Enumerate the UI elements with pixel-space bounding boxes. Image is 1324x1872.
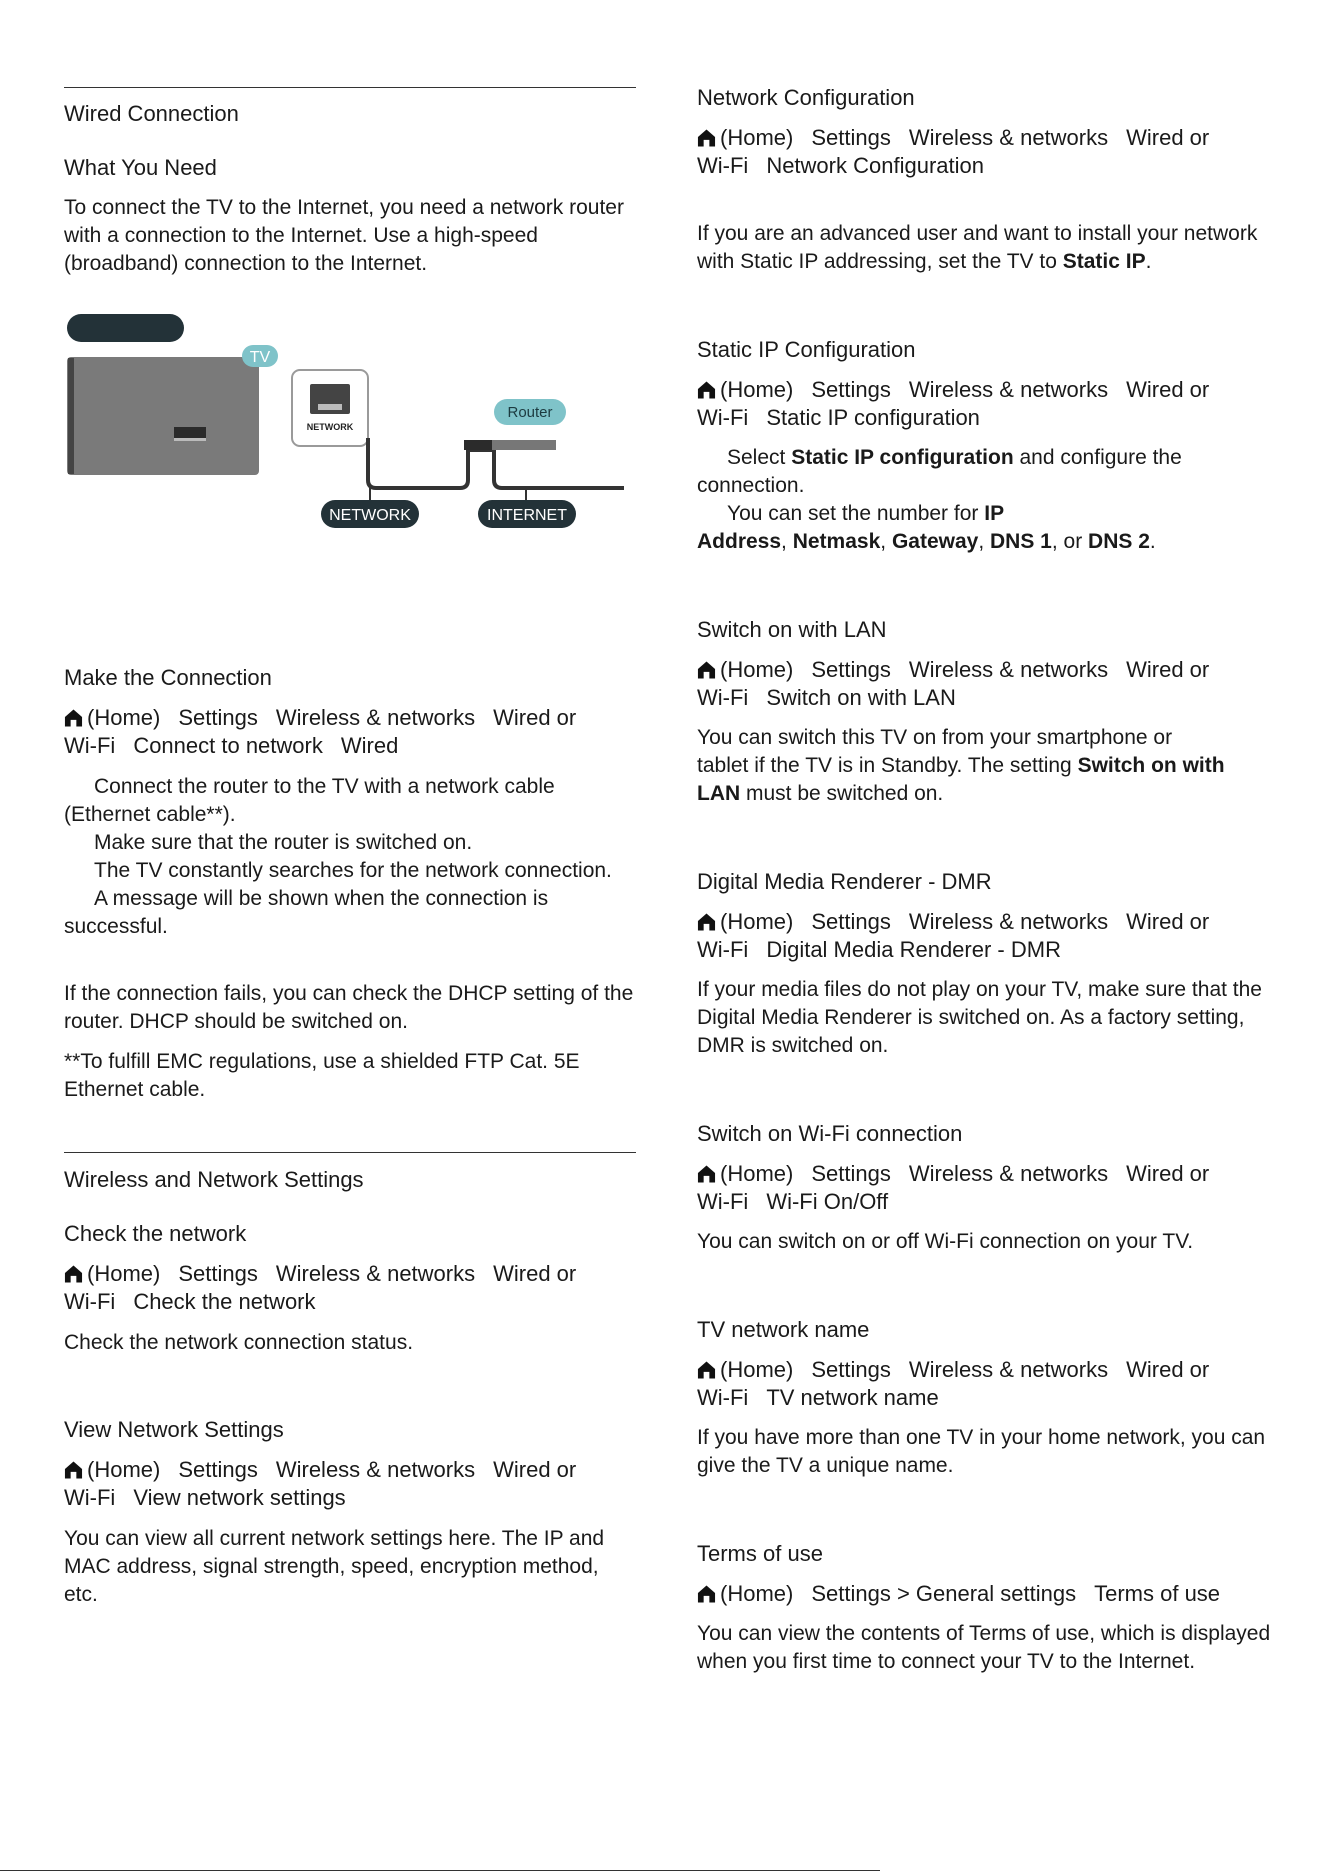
breadcrumb-dmr: (Home) Settings Wireless & networks Wired or Wi-Fi Digital Media Renderer - DMR [697, 909, 1210, 962]
home-icon [64, 1460, 83, 1480]
dmr-text: If your media files do not play on your TV, make sure that the Digital Media Renderer is switched on. As a factory setting, DMR is switched on. [697, 978, 1262, 1057]
wifi-text: You can switch on or off Wi-Fi connection on your TV. [697, 1230, 1194, 1253]
network-label: NETWORK [329, 507, 411, 524]
tv-remote-shape [67, 314, 184, 342]
static-ip-steps: Select Static IP configuration and configure the connection. You can set the number for IP Address, Netmask, Gateway, DNS 1, or DNS 2. [697, 446, 1182, 553]
heading-switch-on-lan: Switch on with LAN [697, 617, 887, 642]
switch-on-lan-text: You can switch this TV on from your smartphone or tablet if the TV is in Standby. The setting Switch on with LAN must be switched on. [697, 726, 1225, 805]
heading-wired-connection: Wired Connection [64, 101, 239, 126]
home-icon [697, 1360, 716, 1380]
home-icon [697, 1164, 716, 1184]
heading-wireless-settings: Wireless and Network Settings [64, 1167, 364, 1192]
view-network-text: You can view all current network settings here. The IP and MAC address, signal strength, speed, encryption method, etc. [64, 1527, 605, 1606]
breadcrumb-make-connection: (Home) Settings Wireless & networks Wired or Wi-Fi Connect to network Wired [64, 705, 577, 758]
internet-label: INTERNET [487, 507, 567, 524]
heading-view-network: View Network Settings [64, 1417, 284, 1442]
network-port-label: NETWORK [306, 422, 354, 432]
heading-static-ip: Static IP Configuration [697, 337, 916, 362]
home-icon [64, 708, 83, 728]
heading-make-connection: Make the Connection [64, 665, 272, 690]
breadcrumb-wifi: (Home) Settings Wireless & networks Wired or Wi-Fi Wi-Fi On/Off [697, 1161, 1210, 1214]
home-icon [697, 380, 716, 400]
tv-label: TV [249, 349, 271, 366]
heading-what-you-need: What You Need [64, 155, 217, 180]
breadcrumb-check-network: (Home) Settings Wireless & networks Wired or Wi-Fi Check the network [64, 1261, 577, 1314]
home-icon [697, 1584, 716, 1604]
terms-of-use-text: You can view the contents of Terms of use, which is displayed when you first time to connect your TV to the Internet. [697, 1622, 1271, 1673]
home-icon [697, 660, 716, 680]
heading-wifi-connection: Switch on Wi-Fi connection [697, 1121, 963, 1146]
connection-diagram [64, 312, 639, 542]
heading-dmr: Digital Media Renderer - DMR [697, 869, 992, 894]
breadcrumb-static-ip: (Home) Settings Wireless & networks Wired or Wi-Fi Static IP configuration [697, 377, 1210, 430]
breadcrumb-terms-of-use: (Home) Settings > General settings Terms of use [697, 1580, 1277, 1608]
router-label: Router [507, 404, 553, 421]
home-icon [697, 128, 716, 148]
cable-tv-router [368, 438, 468, 488]
make-connection-note: **To fulfill EMC regulations, use a shielded FTP Cat. 5E Ethernet cable. [64, 1050, 580, 1101]
heading-network-configuration: Network Configuration [697, 85, 915, 110]
tv-body [67, 357, 259, 475]
breadcrumb-network-configuration: (Home) Settings Wireless & networks Wired or Wi-Fi Network Configuration [697, 125, 1210, 178]
check-network-text: Check the network connection status. [64, 1331, 414, 1354]
heading-check-network: Check the network [64, 1221, 247, 1246]
network-configuration-text: If you are an advanced user and want to install your network with Static IP addressing, set the TV to Static IP. [697, 222, 1258, 273]
heading-tv-network-name: TV network name [697, 1317, 870, 1342]
make-connection-fail: If the connection fails, you can check the DHCP setting of the router. DHCP should be switched on. [64, 982, 634, 1033]
tv-network-name-text: If you have more than one TV in your home network, you can give the TV a unique name. [697, 1426, 1266, 1477]
section-rule-wired [64, 87, 636, 88]
footer-rule [0, 1870, 880, 1871]
home-icon [64, 1264, 83, 1284]
home-icon [697, 912, 716, 932]
heading-terms-of-use: Terms of use [697, 1541, 823, 1566]
section-rule-wireless [64, 1152, 636, 1153]
breadcrumb-switch-on-lan: (Home) Settings Wireless & networks Wired or Wi-Fi Switch on with LAN [697, 657, 1210, 710]
what-you-need-text: To connect the TV to the Internet, you need a network router with a connection to the Internet. Use a high-speed (broadband) connection to the Internet. [64, 196, 624, 275]
make-connection-steps: Connect the router to the TV with a network cable (Ethernet cable**). Make sure that the router is switched on. The TV constantly searches for the network connection. A message will be shown when the connection is successful. [64, 775, 612, 938]
breadcrumb-view-network: (Home) Settings Wireless & networks Wired or Wi-Fi View network settings [64, 1457, 577, 1510]
breadcrumb-tv-network-name: (Home) Settings Wireless & networks Wired or Wi-Fi TV network name [697, 1357, 1210, 1410]
